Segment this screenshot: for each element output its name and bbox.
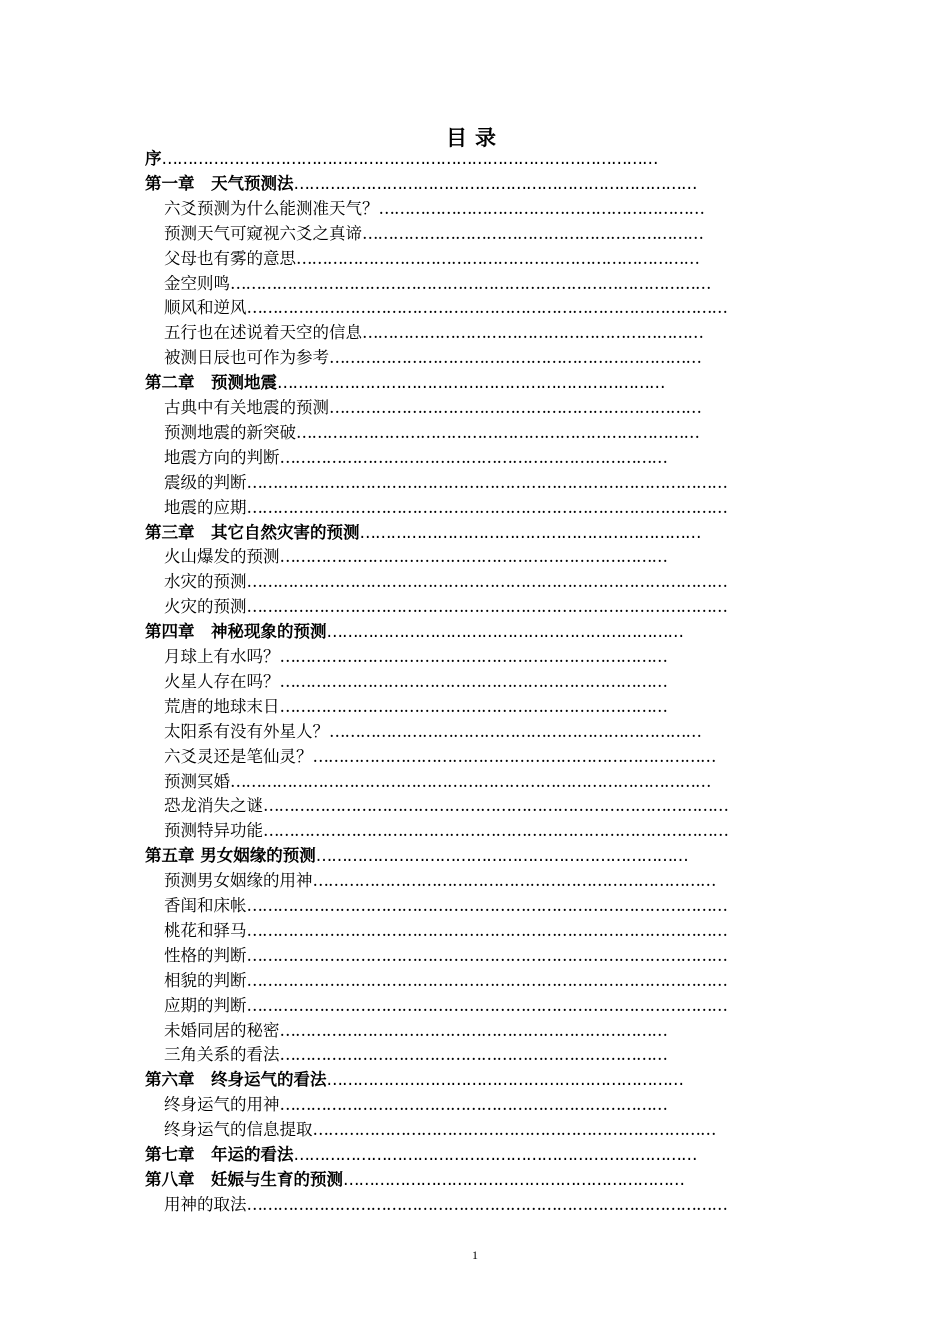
toc-section-entry[interactable]: [164, 222, 795, 247]
toc-leader-dots: …………………………………………………………: [343, 1169, 684, 1189]
toc-leader-dots: ………………………………………………………………: [329, 398, 701, 417]
toc-entry-title: 太阳系有没有外星人？: [164, 721, 329, 741]
toc-leader-dots: …………………………………………………………………………………: [246, 472, 727, 492]
toc-section-entry[interactable]: [164, 272, 795, 297]
toc-entry-title: 香闺和床帐: [164, 896, 247, 915]
toc-leader-dots: ……………………………………………………………: [326, 1070, 683, 1090]
toc-chapter-entry[interactable]: [145, 521, 795, 546]
toc-entry-title: 序: [145, 149, 162, 168]
toc-leader-dots: …………………………………………………………………………………: [246, 995, 727, 1015]
toc-leader-dots: …………………………………………………………………………………: [246, 298, 727, 318]
toc-entry-title: 被测日辰也可作为参考: [164, 348, 329, 368]
toc-section-entry[interactable]: [164, 396, 795, 421]
toc-entry-title: 六爻预测为什么能测准天气？: [164, 198, 379, 218]
toc-chapter-entry[interactable]: [145, 147, 795, 172]
toc-entry-title: 用神的取法: [164, 1194, 247, 1214]
toc-leader-dots: ……………………………………………………………………: [312, 746, 716, 766]
toc-chapter-entry[interactable]: [145, 1168, 795, 1193]
toc-entry-title: 应期的判断: [164, 995, 247, 1015]
toc-section-entry[interactable]: [164, 794, 795, 819]
toc-leader-dots: …………………………………………………………………………………: [246, 497, 727, 517]
toc-chapter-entry[interactable]: [145, 1068, 795, 1093]
toc-entry-title: 月球上有水吗？: [164, 647, 280, 666]
toc-section-entry[interactable]: [164, 894, 795, 919]
page-title: 目录: [446, 126, 504, 150]
toc-entry-title: 火灾的预测: [164, 597, 247, 617]
toc-leader-dots: …………………………………………………………………: [279, 671, 667, 691]
toc-entry-title: 荒唐的地球末日: [164, 696, 280, 716]
toc-entry-title: 预测地震的新突破: [164, 422, 296, 442]
toc-leader-dots: …………………………………………………………………………………: [230, 273, 711, 293]
toc-entry-title: 第四章 神秘现象的预测: [145, 622, 327, 642]
toc-leader-dots: ……………………………………………………………………: [296, 248, 699, 268]
toc-entry-title: 第五章 男女姻缘的预测: [145, 846, 316, 866]
toc-entry-title: 第六章 终身运气的看法: [145, 1070, 327, 1090]
toc-leader-dots: ………………………………………………………………: [329, 348, 701, 368]
toc-section-entry[interactable]: [164, 1043, 795, 1068]
toc-section-entry[interactable]: [164, 1093, 795, 1118]
page-number: 1: [472, 1248, 478, 1262]
toc-leader-dots: …………………………………………………………………: [279, 1020, 667, 1040]
toc-chapter-entry[interactable]: [145, 371, 795, 396]
toc-leader-dots: …………………………………………………………: [362, 323, 703, 343]
toc-entry-title: 终身运气的用神: [164, 1095, 280, 1115]
toc-entry-title: 性格的判断: [164, 945, 247, 965]
toc-leader-dots: ……………………………………………………………………: [293, 173, 697, 193]
toc-chapter-entry[interactable]: [145, 172, 795, 197]
toc-entry-title: 金空则鸣: [164, 273, 230, 293]
toc-leader-dots: ……………………………………………………………: [326, 622, 683, 642]
toc-section-entry[interactable]: [164, 745, 795, 770]
toc-entry-title: 预测男女姻缘的用神: [164, 871, 313, 891]
toc-leader-dots: …………………………………………………………………: [277, 373, 665, 393]
toc-leader-dots: …………………………………………………………: [362, 223, 703, 243]
toc-leader-dots: ………………………………………………………………: [329, 721, 701, 741]
toc-leader-dots: …………………………………………………………………………………: [230, 771, 711, 791]
toc-leader-dots: …………………………………………………………………: [279, 447, 667, 467]
toc-entry-title: 第七章 年运的看法: [145, 1145, 294, 1164]
toc-entry-title: 第一章 天气预测法: [145, 173, 294, 193]
toc-leader-dots: ………………………………………………………………………………: [263, 821, 728, 841]
toc-section-entry[interactable]: [164, 496, 795, 521]
toc-leader-dots: ……………………………………………………………………………………: [161, 149, 658, 168]
toc-leader-dots: …………………………………………………………………………………: [246, 572, 727, 592]
toc-entry-title: 顺风和逆风: [164, 298, 247, 318]
toc-leader-dots: ……………………………………………………………………: [312, 1120, 716, 1140]
toc-entry-title: 未婚同居的秘密: [164, 1020, 280, 1040]
toc-section-entry[interactable]: [164, 1193, 795, 1218]
toc-leader-dots: …………………………………………………………………………………: [246, 1194, 727, 1214]
toc-section-entry[interactable]: [164, 994, 795, 1019]
toc-entry-title: 终身运气的信息提取: [164, 1120, 313, 1140]
toc-section-entry[interactable]: [164, 321, 795, 346]
toc-entry-title: 三角关系的看法: [164, 1045, 280, 1065]
toc-leader-dots: …………………………………………………………………………………: [246, 970, 727, 990]
toc-leader-dots: …………………………………………………………………: [279, 1045, 667, 1065]
toc-leader-dots: ………………………………………………………: [378, 198, 704, 218]
toc-leader-dots: …………………………………………………………………: [279, 647, 667, 666]
toc-leader-dots: ………………………………………………………………………………: [263, 796, 728, 816]
toc-section-entry[interactable]: [164, 869, 795, 894]
toc-section-entry[interactable]: [164, 695, 795, 720]
toc-leader-dots: …………………………………………………………………………………: [246, 945, 727, 965]
toc-entry-title: 预测冥婚: [164, 771, 230, 791]
toc-leader-dots: …………………………………………………………………: [279, 547, 667, 567]
toc-entry-title: 六爻灵还是笔仙灵？: [164, 746, 313, 766]
toc-entry-title: 火山爆发的预测: [164, 547, 280, 567]
toc-section-entry[interactable]: [164, 819, 795, 844]
toc-entry-title: 地震方向的判断: [164, 447, 280, 467]
toc-section-entry[interactable]: [164, 197, 795, 222]
toc-section-entry[interactable]: [164, 471, 795, 496]
toc-section-entry[interactable]: [164, 421, 795, 446]
toc-entry-title: 桃花和驿马: [164, 920, 247, 940]
toc-section-entry[interactable]: [164, 346, 795, 371]
toc-section-entry[interactable]: [164, 545, 795, 570]
toc-chapter-entry[interactable]: [145, 620, 795, 645]
toc-entry-title: 第三章 其它自然灾害的预测: [145, 522, 360, 542]
toc-leader-dots: …………………………………………………………………………………: [246, 597, 727, 617]
toc-entry-title: 火星人存在吗？: [164, 671, 280, 691]
toc-section-entry[interactable]: [164, 670, 795, 695]
toc-entry-title: 父母也有雾的意思: [164, 248, 296, 268]
toc-entry-title: 相貌的判断: [164, 970, 247, 990]
toc-entry-title: 古典中有关地震的预测: [164, 398, 329, 417]
toc-entry-title: 水灾的预测: [164, 572, 247, 592]
toc-leader-dots: ……………………………………………………………………: [296, 422, 699, 442]
toc-section-entry[interactable]: [164, 919, 795, 944]
toc-entry-title: 恐龙消失之谜: [164, 796, 263, 816]
toc-section-entry[interactable]: [164, 969, 795, 994]
toc-leader-dots: …………………………………………………………………: [279, 1095, 667, 1115]
toc-entry-title: 第二章 预测地震: [145, 373, 277, 393]
toc-chapter-entry[interactable]: [145, 1143, 795, 1168]
toc-section-entry[interactable]: [164, 595, 795, 620]
toc-entry-title: 第八章 妊娠与生育的预测: [145, 1169, 343, 1189]
toc-chapter-entry[interactable]: [145, 844, 795, 869]
toc-entry-title: 地震的应期: [164, 497, 247, 517]
toc-leader-dots: ……………………………………………………………………: [312, 871, 716, 891]
toc-section-entry[interactable]: [164, 247, 795, 272]
toc-section-entry[interactable]: [164, 720, 795, 745]
toc-section-entry[interactable]: [164, 570, 795, 595]
toc-leader-dots: …………………………………………………………………: [279, 696, 667, 716]
toc-entry-title: 震级的判断: [164, 472, 247, 492]
toc-section-entry[interactable]: [164, 446, 795, 471]
toc-section-entry[interactable]: [164, 1019, 795, 1044]
toc-leader-dots: …………………………………………………………………………………: [246, 896, 727, 915]
toc-section-entry[interactable]: [164, 944, 795, 969]
toc-section-entry[interactable]: [164, 645, 795, 670]
toc-leader-dots: …………………………………………………………: [359, 522, 701, 542]
toc-section-entry[interactable]: [164, 296, 795, 321]
toc-section-entry[interactable]: [164, 770, 795, 795]
toc-entry-title: 预测天气可窥视六爻之真谛: [164, 223, 362, 243]
toc-leader-dots: …………………………………………………………………………………: [246, 920, 727, 940]
toc-entry-title: 五行也在述说着天空的信息: [164, 323, 362, 343]
toc-leader-dots: ………………………………………………………………: [315, 846, 688, 866]
toc-section-entry[interactable]: [164, 1118, 795, 1143]
toc-leader-dots: ……………………………………………………………………: [293, 1145, 697, 1164]
toc-entry-title: 预测特异功能: [164, 821, 263, 841]
